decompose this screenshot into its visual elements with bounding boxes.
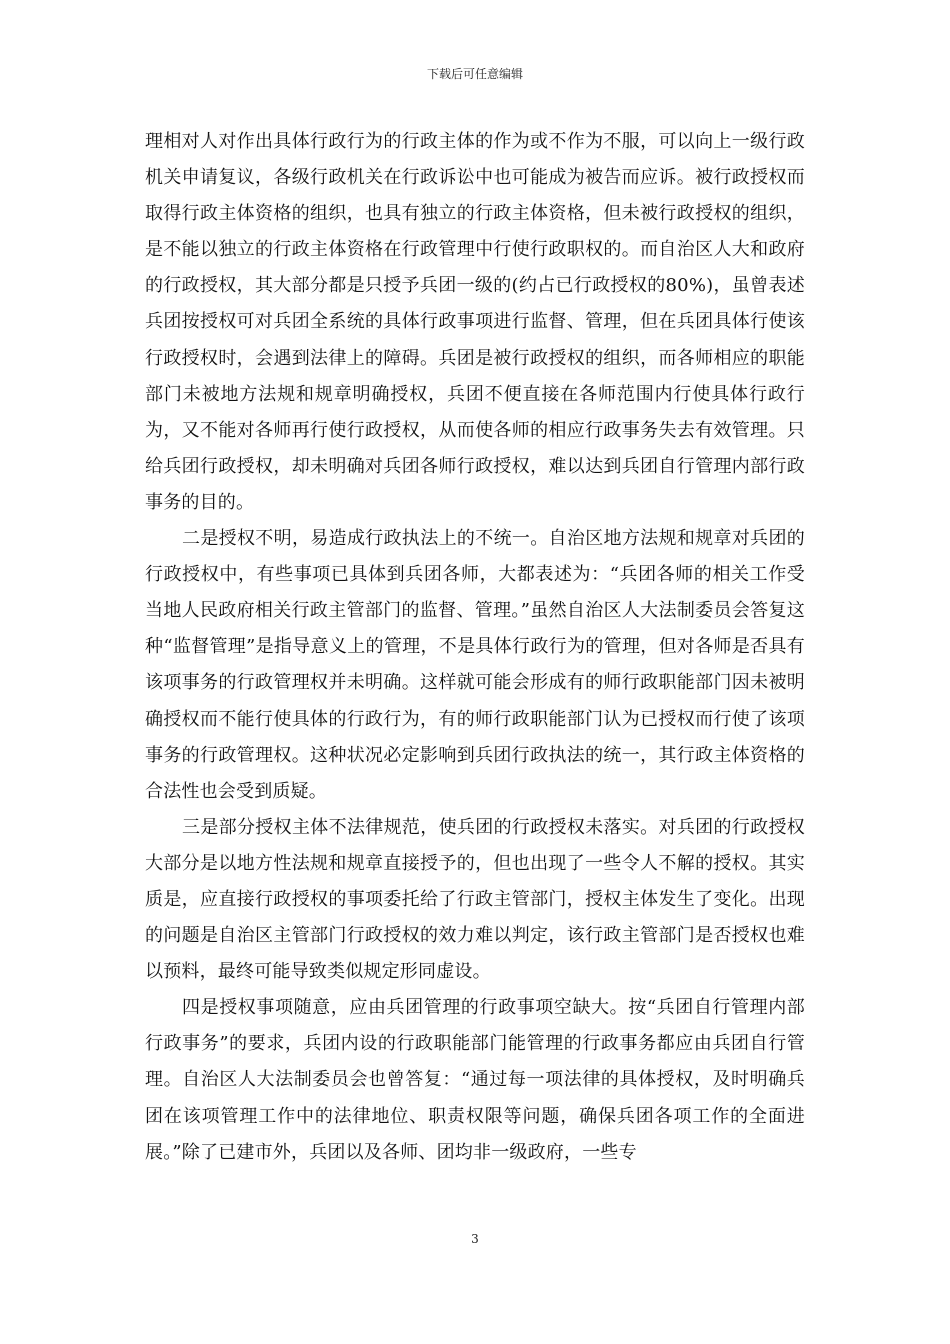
paragraph-point-two: 二是授权不明，易造成行政执法上的不统一。自治区地方法规和规章对兵团的行政授权中，有些事项已具体到兵团各师，大都表述为：“兵团各师的相关工作受当地人民政府相关行政主管部门的监督、管理。”虽然自治区人大法制委员会答复这种“监督管理”是指导意义上的管理，不是具体行政行为的管理，但对各师是否具有该项事务的行政管理权并未明确。这样就可能会形成有的师行政职能部门因未被明确授权而不能行使具体的行政行为，有的师行政职能部门认为已授权而行使了该项事务的行政管理权。这种状况必定影响到兵团行政执法的统一，其行政主体资格的合法性也会受到质疑。	[145, 528, 805, 802]
document-body	[145, 124, 805, 1171]
paragraph-point-three: 三是部分授权主体不法律规范，使兵团的行政授权未落实。对兵团的行政授权大部分是以地方性法规和规章直接授予的，但也出现了一些令人不解的授权。其实质是，应直接行政授权的事项委托给了行政主管部门，授权主体发生了变化。出现的问题是自治区主管部门行政授权的效力难以判定，该行政主管部门是否授权也难以预料，最终可能导致类似规定形同虚设。	[145, 816, 805, 983]
paragraph-point-four: 四是授权事项随意，应由兵团管理的行政事项空缺大。按“兵团自行管理内部行政事务”的要求，兵团内设的行政职能部门能管理的行政事务都应由兵团自行管理。自治区人大法制委员会也曾答复：“通过每一项法律的具体授权，及时明确兵团在该项管理工作中的法律地位、职责权限等问题，确保兵团各项工作的全面进展。”除了已建市外，兵团以及各师、团均非一级政府，一些专	[145, 997, 805, 1163]
page-header: 下载后可任意编辑	[426, 67, 523, 81]
page-number: 3	[471, 1232, 479, 1246]
paragraph-continued: 理相对人对作出具体行政行为的行政主体的作为或不作为不服，可以向上一级行政机关申请复议，各级行政机关在行政诉讼中也可能成为被告而应诉。被行政授权而取得行政主体资格的组织，也具有独立的行政主体资格，但未被行政授权的组织，是不能以独立的行政主体资格在行政管理中行使行政职权的。而自治区人大和政府的行政授权，其大部分都是只授予兵团一级的(约占已行政授权的80%)，虽曾表述兵团按授权可对兵团全系统的具体行政事项进行监督、管理，但在兵团具体行使该行政授权时，会遇到法律上的障碍。兵团是被行政授权的组织，而各师相应的职能部门未被地方法规和规章明确授权，兵团不便直接在各师范围内行使具体行政行为，又不能对各师再行使行政授权，从而使各师的相应行政事务失去有效管理。只给兵团行政授权，却未明确对兵团各师行政授权，难以达到兵团自行管理内部行政事务的目的。	[145, 131, 805, 513]
